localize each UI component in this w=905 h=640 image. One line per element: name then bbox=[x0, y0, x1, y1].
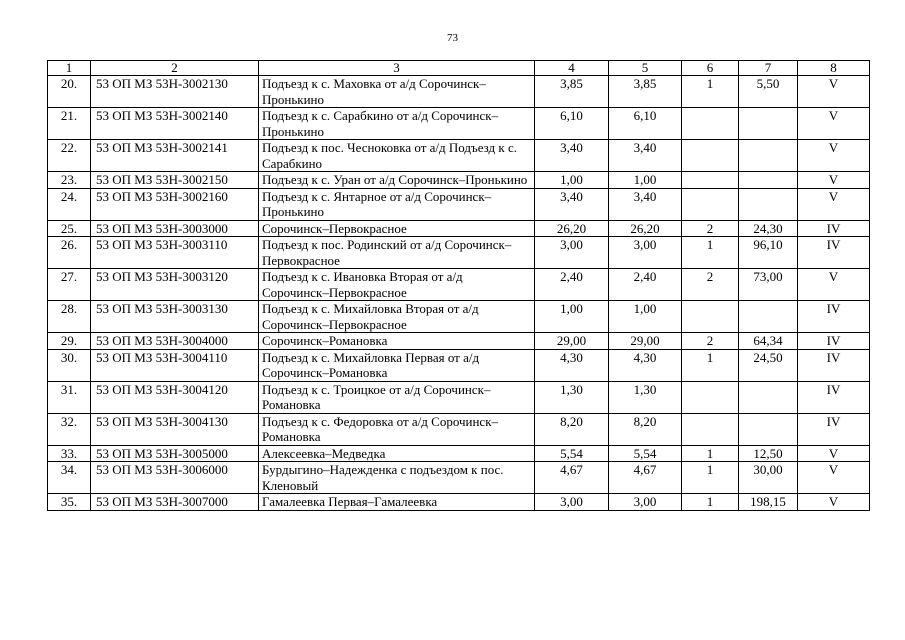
road-name: Сорочинск–Романовка bbox=[259, 333, 535, 350]
value-col-4: 3,00 bbox=[535, 237, 609, 269]
row-number: 23. bbox=[48, 172, 91, 189]
row-number: 32. bbox=[48, 413, 91, 445]
value-col-4: 29,00 bbox=[535, 333, 609, 350]
category: IV bbox=[798, 381, 870, 413]
road-code: 53 ОП МЗ 53Н-3003120 bbox=[91, 269, 259, 301]
table-body bbox=[48, 76, 870, 511]
road-name: Подъезд к с. Ивановка Вторая от а/д Сорочинск–Первокрасное bbox=[259, 269, 535, 301]
value-col-4: 3,40 bbox=[535, 188, 609, 220]
category: IV bbox=[798, 220, 870, 237]
value-col-5: 3,00 bbox=[609, 494, 682, 511]
value-col-7: 5,50 bbox=[739, 76, 798, 108]
road-name: Гамалеевка Первая–Гамалеевка bbox=[259, 494, 535, 511]
column-header: 6 bbox=[682, 61, 739, 76]
value-col-7: 198,15 bbox=[739, 494, 798, 511]
column-header: 7 bbox=[739, 61, 798, 76]
value-col-4: 2,40 bbox=[535, 269, 609, 301]
row-number: 25. bbox=[48, 220, 91, 237]
category: IV bbox=[798, 301, 870, 333]
table-row bbox=[48, 76, 870, 108]
road-name: Сорочинск–Первокрасное bbox=[259, 220, 535, 237]
value-col-6: 1 bbox=[682, 445, 739, 462]
value-col-7: 96,10 bbox=[739, 237, 798, 269]
road-code: 53 ОП МЗ 53Н-3002140 bbox=[91, 108, 259, 140]
column-header: 3 bbox=[259, 61, 535, 76]
category: V bbox=[798, 140, 870, 172]
road-code: 53 ОП МЗ 53Н-3005000 bbox=[91, 445, 259, 462]
value-col-4: 3,40 bbox=[535, 140, 609, 172]
road-code: 53 ОП МЗ 53Н-3003000 bbox=[91, 220, 259, 237]
row-number: 31. bbox=[48, 381, 91, 413]
value-col-7: 30,00 bbox=[739, 462, 798, 494]
column-header: 5 bbox=[609, 61, 682, 76]
road-name: Подъезд к с. Федоровка от а/д Сорочинск–Романовка bbox=[259, 413, 535, 445]
road-name: Бурдыгино–Надежденка с подъездом к пос. Кленовый bbox=[259, 462, 535, 494]
table-row bbox=[48, 188, 870, 220]
value-col-6 bbox=[682, 301, 739, 333]
page-number: 73 bbox=[447, 32, 458, 44]
value-col-5: 6,10 bbox=[609, 108, 682, 140]
value-col-7 bbox=[739, 140, 798, 172]
category: V bbox=[798, 172, 870, 189]
roads-table bbox=[47, 60, 870, 511]
value-col-4: 26,20 bbox=[535, 220, 609, 237]
table-row bbox=[48, 237, 870, 269]
category: V bbox=[798, 269, 870, 301]
value-col-7: 73,00 bbox=[739, 269, 798, 301]
value-col-4: 8,20 bbox=[535, 413, 609, 445]
value-col-5: 1,00 bbox=[609, 172, 682, 189]
value-col-6: 2 bbox=[682, 220, 739, 237]
value-col-7 bbox=[739, 381, 798, 413]
road-name: Подъезд к с. Михайловка Первая от а/д Сорочинск–Романовка bbox=[259, 349, 535, 381]
table-row bbox=[48, 462, 870, 494]
road-name: Подъезд к с. Уран от а/д Сорочинск–Пронькино bbox=[259, 172, 535, 189]
category: IV bbox=[798, 333, 870, 350]
value-col-4: 3,85 bbox=[535, 76, 609, 108]
road-code: 53 ОП МЗ 53Н-3004000 bbox=[91, 333, 259, 350]
value-col-4: 1,00 bbox=[535, 172, 609, 189]
row-number: 22. bbox=[48, 140, 91, 172]
road-name: Подъезд к с. Троицкое от а/д Сорочинск–Романовка bbox=[259, 381, 535, 413]
value-col-5: 2,40 bbox=[609, 269, 682, 301]
value-col-7 bbox=[739, 413, 798, 445]
table-row bbox=[48, 269, 870, 301]
row-number: 34. bbox=[48, 462, 91, 494]
road-code: 53 ОП МЗ 53Н-3004120 bbox=[91, 381, 259, 413]
value-col-5: 3,85 bbox=[609, 76, 682, 108]
value-col-7 bbox=[739, 108, 798, 140]
value-col-6 bbox=[682, 140, 739, 172]
value-col-6: 2 bbox=[682, 269, 739, 301]
row-number: 27. bbox=[48, 269, 91, 301]
column-header: 4 bbox=[535, 61, 609, 76]
value-col-4: 5,54 bbox=[535, 445, 609, 462]
value-col-5: 26,20 bbox=[609, 220, 682, 237]
value-col-4: 4,67 bbox=[535, 462, 609, 494]
value-col-7: 24,30 bbox=[739, 220, 798, 237]
value-col-5: 29,00 bbox=[609, 333, 682, 350]
road-name: Подъезд к с. Михайловка Вторая от а/д Сорочинск–Первокрасное bbox=[259, 301, 535, 333]
road-name: Подъезд к с. Маховка от а/д Сорочинск–Пронькино bbox=[259, 76, 535, 108]
value-col-6: 1 bbox=[682, 237, 739, 269]
value-col-6: 1 bbox=[682, 76, 739, 108]
value-col-4: 6,10 bbox=[535, 108, 609, 140]
column-header: 8 bbox=[798, 61, 870, 76]
row-number: 24. bbox=[48, 188, 91, 220]
value-col-4: 4,30 bbox=[535, 349, 609, 381]
value-col-5: 5,54 bbox=[609, 445, 682, 462]
row-number: 26. bbox=[48, 237, 91, 269]
table-row bbox=[48, 140, 870, 172]
value-col-6 bbox=[682, 381, 739, 413]
value-col-7: 12,50 bbox=[739, 445, 798, 462]
table-row bbox=[48, 301, 870, 333]
value-col-5: 4,30 bbox=[609, 349, 682, 381]
value-col-7: 64,34 bbox=[739, 333, 798, 350]
value-col-4: 3,00 bbox=[535, 494, 609, 511]
table-header bbox=[48, 61, 870, 76]
road-code: 53 ОП МЗ 53Н-3002141 bbox=[91, 140, 259, 172]
value-col-5: 1,30 bbox=[609, 381, 682, 413]
value-col-6 bbox=[682, 188, 739, 220]
value-col-7: 24,50 bbox=[739, 349, 798, 381]
header-row bbox=[48, 61, 870, 76]
table-row bbox=[48, 172, 870, 189]
category: IV bbox=[798, 237, 870, 269]
category: V bbox=[798, 188, 870, 220]
table-row bbox=[48, 220, 870, 237]
value-col-5: 1,00 bbox=[609, 301, 682, 333]
road-name: Подъезд к с. Сарабкино от а/д Сорочинск–Пронькино bbox=[259, 108, 535, 140]
value-col-6 bbox=[682, 413, 739, 445]
category: V bbox=[798, 462, 870, 494]
value-col-6 bbox=[682, 108, 739, 140]
column-header: 1 bbox=[48, 61, 91, 76]
row-number: 30. bbox=[48, 349, 91, 381]
row-number: 35. bbox=[48, 494, 91, 511]
value-col-4: 1,00 bbox=[535, 301, 609, 333]
table-row bbox=[48, 445, 870, 462]
category: IV bbox=[798, 413, 870, 445]
road-name: Подъезд к пос. Чесноковка от а/д Подъезд к с. Сарабкино bbox=[259, 140, 535, 172]
value-col-5: 3,40 bbox=[609, 188, 682, 220]
table-row bbox=[48, 333, 870, 350]
row-number: 28. bbox=[48, 301, 91, 333]
value-col-5: 8,20 bbox=[609, 413, 682, 445]
road-code: 53 ОП МЗ 53Н-3002130 bbox=[91, 76, 259, 108]
road-code: 53 ОП МЗ 53Н-3003110 bbox=[91, 237, 259, 269]
value-col-7 bbox=[739, 301, 798, 333]
road-code: 53 ОП МЗ 53Н-3002150 bbox=[91, 172, 259, 189]
value-col-5: 3,00 bbox=[609, 237, 682, 269]
row-number: 33. bbox=[48, 445, 91, 462]
category: V bbox=[798, 494, 870, 511]
table-row bbox=[48, 413, 870, 445]
row-number: 29. bbox=[48, 333, 91, 350]
road-name: Алексеевка–Медведка bbox=[259, 445, 535, 462]
category: V bbox=[798, 445, 870, 462]
column-header: 2 bbox=[91, 61, 259, 76]
value-col-5: 3,40 bbox=[609, 140, 682, 172]
value-col-6: 2 bbox=[682, 333, 739, 350]
category: V bbox=[798, 108, 870, 140]
table-row bbox=[48, 108, 870, 140]
table-row bbox=[48, 494, 870, 511]
table-row bbox=[48, 381, 870, 413]
road-name: Подъезд к с. Янтарное от а/д Сорочинск–Пронькино bbox=[259, 188, 535, 220]
road-code: 53 ОП МЗ 53Н-3003130 bbox=[91, 301, 259, 333]
road-code: 53 ОП МЗ 53Н-3004110 bbox=[91, 349, 259, 381]
row-number: 21. bbox=[48, 108, 91, 140]
value-col-6: 1 bbox=[682, 494, 739, 511]
row-number: 20. bbox=[48, 76, 91, 108]
value-col-6: 1 bbox=[682, 349, 739, 381]
value-col-6: 1 bbox=[682, 462, 739, 494]
value-col-6 bbox=[682, 172, 739, 189]
value-col-5: 4,67 bbox=[609, 462, 682, 494]
value-col-4: 1,30 bbox=[535, 381, 609, 413]
road-name: Подъезд к пос. Родинский от а/д Сорочинск–Первокрасное bbox=[259, 237, 535, 269]
road-code: 53 ОП МЗ 53Н-3004130 bbox=[91, 413, 259, 445]
road-code: 53 ОП МЗ 53Н-3002160 bbox=[91, 188, 259, 220]
category: V bbox=[798, 76, 870, 108]
table-row bbox=[48, 349, 870, 381]
value-col-7 bbox=[739, 188, 798, 220]
value-col-7 bbox=[739, 172, 798, 189]
category: IV bbox=[798, 349, 870, 381]
road-code: 53 ОП МЗ 53Н-3007000 bbox=[91, 494, 259, 511]
road-code: 53 ОП МЗ 53Н-3006000 bbox=[91, 462, 259, 494]
